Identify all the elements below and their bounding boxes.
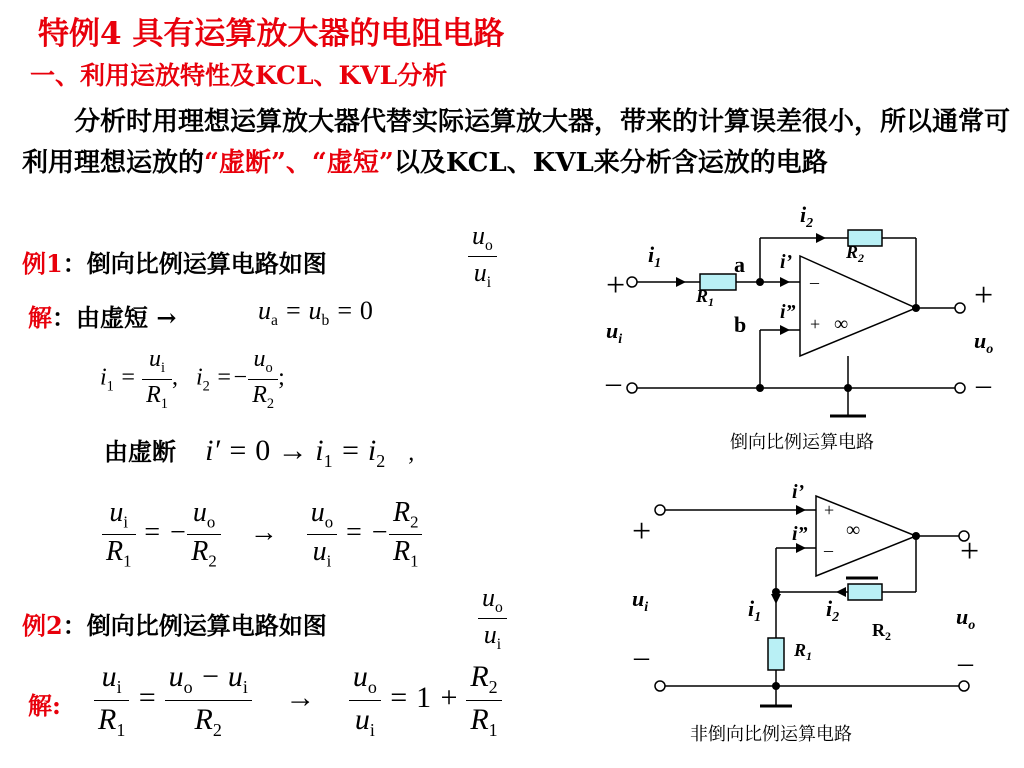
solution2-label: 解: bbox=[28, 691, 61, 720]
c1-R1-label: $R_1$ bbox=[696, 286, 715, 309]
c2-out-plus: + bbox=[960, 533, 980, 570]
c1-out-plus: + bbox=[974, 277, 994, 314]
intro-paragraph bbox=[22, 102, 1022, 184]
c2-minus-sign: – bbox=[824, 540, 833, 560]
c1-in-minus: – bbox=[606, 366, 621, 399]
intro-text-1: 分析时用理想运算放大器代替实际运算放大器，带来的计算误差很小，所以通常可利用理想运放的 bbox=[22, 107, 1011, 178]
inverting-amplifier-diagram bbox=[596, 192, 1016, 464]
c2-in-minus: – bbox=[634, 640, 649, 673]
c1-in-plus: + bbox=[606, 267, 626, 304]
solution1-line bbox=[28, 298, 176, 333]
resistor-R2-2 bbox=[848, 584, 882, 600]
section-subtitle: 一、利用运放特性及KCL、KVL分析 bbox=[30, 61, 448, 90]
c1-caption: 倒向比例运算电路 bbox=[730, 432, 874, 453]
c2-plus-sign: + bbox=[824, 500, 835, 520]
result1-eq: $\frac{u_i}{R_1}$ = − $\frac{u_o}{R_2}$ → $\frac{u_o}{u_i}$ = − $\frac{R_2}{R_1}$ bbox=[102, 498, 422, 571]
c2-caption: 非倒向比例运算电路 bbox=[690, 724, 852, 745]
intro-text-2: 以及KCL、KVL来分析含运放的电路 bbox=[393, 148, 828, 178]
c2-out-minus: – bbox=[958, 646, 973, 679]
example2-text: ：倒向比例运算电路如图 bbox=[62, 611, 327, 640]
c2-i1-label: $i_1$ bbox=[748, 596, 762, 625]
resistor-R1-2 bbox=[768, 638, 784, 670]
current-eqs: $i_1$ = $\frac{u_i}{R_1}$ , $i_2$ =− $\frac{u_o}{R_2}$ ; bbox=[100, 346, 285, 412]
virtual-short-eq: $u_a = u_b = 0$ bbox=[258, 296, 373, 330]
c2-idprime-label: i” bbox=[792, 523, 808, 545]
example1-text: ：倒向比例运算电路如图 bbox=[62, 249, 327, 278]
c1-R2-label: $R_2$ bbox=[846, 242, 865, 265]
c2-in-plus: + bbox=[632, 513, 652, 550]
c1-out-minus: – bbox=[976, 368, 991, 401]
solution1-text: ：由虚短 → bbox=[52, 303, 177, 332]
example1-label: 例1 bbox=[22, 249, 63, 278]
c1-iprime-label: i’ bbox=[780, 251, 793, 273]
c1-i2-label: $i_2$ bbox=[800, 202, 814, 231]
example2-heading bbox=[22, 606, 327, 641]
c1-i1-label: $i_1$ bbox=[648, 242, 662, 271]
result2-eq: $\frac{u_i}{R_1}$ = $\frac{u_o - u_i}{R_2}$ → $\frac{u_o}{u_i}$ = 1 + $\frac{R_2}{R_1}$ bbox=[94, 660, 502, 741]
intro-highlight: “虚断”、“虚短” bbox=[204, 148, 394, 178]
c2-ui-label: $u_i$ bbox=[632, 586, 649, 615]
c2-iprime-label: i’ bbox=[792, 481, 805, 503]
example1-heading bbox=[22, 244, 327, 279]
c1-ui-label: $u_i$ bbox=[606, 318, 623, 347]
c1-infinity: ∞ bbox=[834, 313, 849, 335]
virtual-open-line: 由虚断 $i' = 0 \to i_1 = i_2$ , bbox=[104, 434, 415, 471]
noninverting-amplifier-diagram bbox=[600, 472, 1016, 762]
c1-node-b: b bbox=[734, 312, 747, 337]
c2-i2-label: $i_2$ bbox=[826, 596, 840, 625]
c2-uo-label: $u_o$ bbox=[956, 604, 976, 633]
example2-ratio: $\frac{u_o}{u_i}$ bbox=[478, 584, 507, 654]
c2-R1-label: $R_1$ bbox=[794, 640, 813, 663]
c2-infinity: ∞ bbox=[846, 519, 861, 541]
example2-label: 例2 bbox=[22, 611, 63, 640]
c1-uo-label: $u_o$ bbox=[974, 328, 994, 357]
c1-plus-sign: + bbox=[810, 314, 821, 334]
c1-minus-sign: – bbox=[810, 272, 819, 292]
c1-idprime-label: i” bbox=[780, 301, 796, 323]
c2-R2-label: $R_2$ bbox=[872, 620, 891, 643]
solution1-label: 解 bbox=[28, 303, 52, 332]
c1-node-a: a bbox=[734, 252, 745, 277]
opamp-triangle-1 bbox=[800, 256, 916, 356]
page-title: 特例4 具有运算放大器的电阻电路 bbox=[38, 16, 505, 52]
example1-ratio: $\frac{u_o}{u_i}$ bbox=[468, 222, 497, 292]
virtual-open-text: 由虚断 bbox=[104, 437, 176, 466]
